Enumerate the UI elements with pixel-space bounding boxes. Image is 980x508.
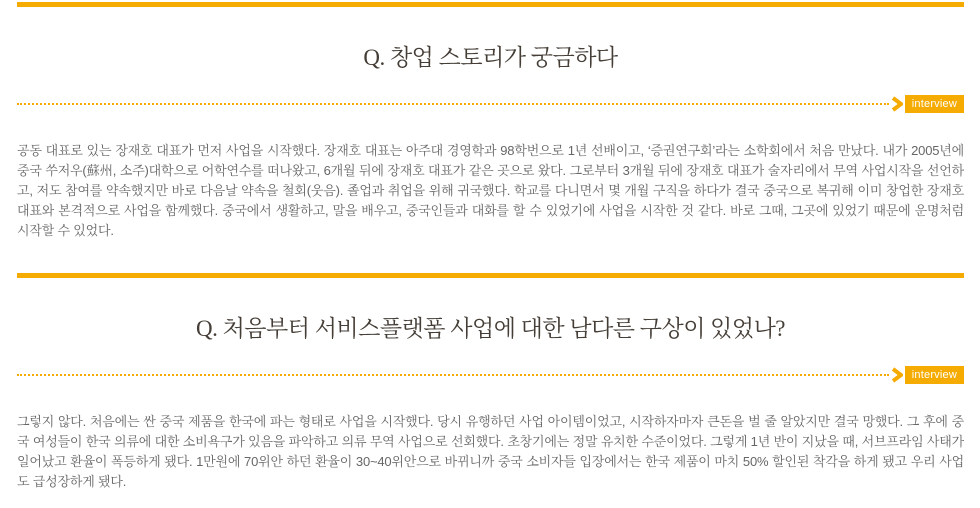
qa-section-1: [17, 2, 964, 241]
interview-divider: [17, 366, 964, 384]
interview-badge: interview: [905, 366, 964, 384]
chevron-right-icon: [891, 367, 903, 383]
interview-article-page: [0, 2, 980, 492]
qa-section-2: [17, 273, 964, 492]
interview-badge: interview: [905, 95, 964, 113]
question-heading: Q. 처음부터 서비스플랫폼 사업에 대한 남다른 구상이 있었나?: [195, 316, 786, 341]
dotted-line: [17, 103, 889, 105]
answer-paragraph: 그렇지 않다. 처음에는 싼 중국 제품을 한국에 파는 형태로 사업을 시작했다. 당시 유행하던 사업 아이템이었고, 시작하자마자 큰돈을 벌 줄 알았지만 결국 망했다. 그 후에 중국 여성들이 한국 의류에 대한 소비욕구가 있음을 파악하고 의류 무역 사업으로 선회했다. 초창기에는 정말 유치한 수준이었다. 그렇게 1년 반이 지났을 때, 서브프라임 사태가 일어났고 환율이 폭등하게 됐다. 1만원에 70위안 하던 환율이 30~40위안으로 바뀌니까 중국 소비자들 입장에서는 한국 제품이 마치 50% 할인된 착각을 하게 됐고 우리 사업도 급성장하게 됐다.: [17, 414, 964, 489]
dotted-line: [17, 374, 889, 376]
section-top-rule: [17, 273, 964, 278]
interview-divider: [17, 95, 964, 113]
question-heading: Q. 창업 스토리가 궁금하다: [363, 45, 618, 70]
answer-paragraph: 공동 대표로 있는 장재호 대표가 먼저 사업을 시작했다. 장재호 대표는 아주대 경영학과 98학번으로 1년 선배이고, ‘증권연구회’라는 소학회에서 처음 만났다. 내가 2005년에 중국 쑤저우(蘇州, 소주)대학으로 어학연수를 떠나왔고, 6개월 뒤에 장재호 대표가 같은 곳으로 왔다. 그로부터 3개월 뒤에 장재호 대표가 술자리에서 무역 사업시작을 선언하고, 저도 참여를 약속했지만 바로 다음날 약속을 철회(웃음). 졸업과 취업을 위해 귀국했다. 학교를 다니면서 몇 개월 구직을 하다가 결국 중국으로 복귀해 이미 창업한 장재호 대표와 본격적으로 사업을 함께했다. 중국에서 생활하고, 말을 배우고, 중국인들과 대화를 할 수 있었기에 사업을 시작한 것 같다. 바로 그때, 그곳에 있었기 때문에 운명처럼 시작할 수 있었다.: [17, 143, 964, 238]
chevron-right-icon: [891, 96, 903, 112]
section-top-rule: [17, 2, 964, 7]
